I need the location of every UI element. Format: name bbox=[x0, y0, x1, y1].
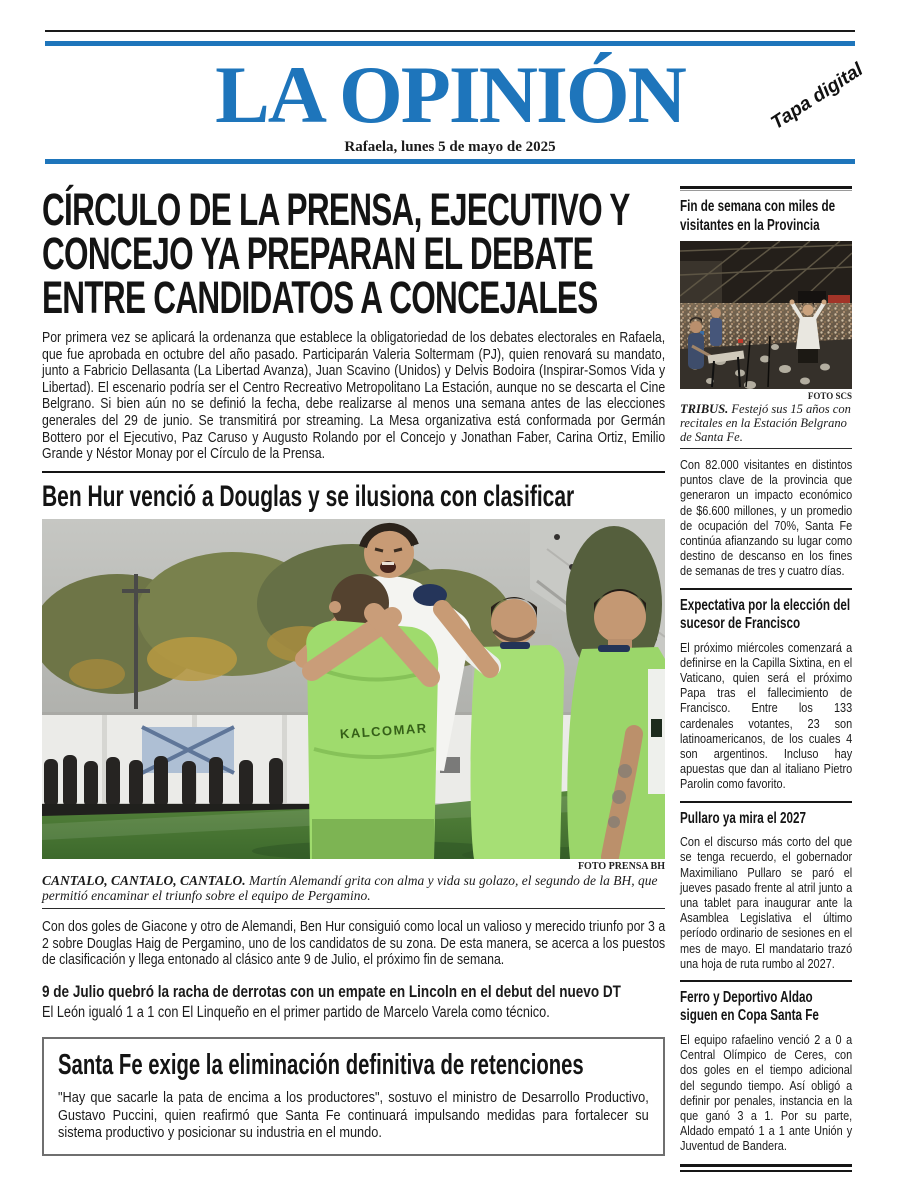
secondary-headline-text: El León igualó 1 a 1 con El Linqueño en el primer partido de Marcelo Varela como técnico. bbox=[42, 1004, 550, 1022]
sports-headline: Ben Hur venció a Douglas y se ilusiona con clasificar bbox=[42, 479, 575, 513]
sports-photo bbox=[42, 519, 665, 859]
sidebar-top-rule bbox=[680, 186, 852, 191]
sidebar-headline-pullaro: Pullaro ya mira el 2027 bbox=[680, 809, 806, 827]
sports-photo-credit: FOTO PRENSA BH bbox=[577, 860, 665, 872]
top-blue-rule bbox=[45, 41, 855, 46]
dateline: Rafaela, lunes 5 de mayo de 2025 bbox=[344, 139, 556, 155]
sidebar-headline-visitantes: Fin de semana con miles de visitantes en la Provincia bbox=[680, 198, 836, 234]
sports-body: Con dos goles de Giacone y otro de Alemandi, Ben Hur consiguió como local un valioso y merecido triunfo por 3 a 2 sobre Douglas Haig de Pergamino, uno de los candidatos de su zona. De esta manera, se acerca a los puestos de clasificación y llega entonado al clásico ante 9 de Julio, el próximo fin de semana. bbox=[42, 917, 666, 969]
main-column bbox=[42, 186, 665, 1172]
caption-lead-in: TRIBUS. bbox=[680, 402, 729, 416]
lead-headline: CÍRCULO DE LA PRENSA, EJECUTIVO Y CONCEJO YA PREPARAN EL DEBATE ENTRE CANDIDATOS A CONCEJALES bbox=[42, 184, 630, 323]
sidebar-headline-conclave: Expectativa por la elección del sucesor de Francisco bbox=[680, 596, 851, 633]
concert-photo-caption bbox=[680, 402, 852, 449]
content-area bbox=[42, 186, 852, 1172]
box-headline: Santa Fe exige la eliminación definitiva de retenciones bbox=[58, 1049, 584, 1082]
sidebar-body-pullaro: Con el discurso más corto del que se tenga recuerdo, el gobernador Maximiliano Pullaro se paró el jueves pasado frente al atril junto a una tablet para inaugurar ante la Asamblea Legislativa el último período ordinario de sesiones en el mes de mayo. El mandatario trazó una hoja de ruta rumbo al 2027. bbox=[680, 834, 853, 971]
lead-body: Por primera vez se aplicará la ordenanza que establece la obligatoriedad de los debates electorales en Rafaela, que fue aprobada en octubre del año pasado. Participarán Valeria Soltermam (PJ), quien renovará su mandato, junto a Fabricio Dellasanta (La Libertad Avanza), Juan Scavino (Unidos) y Delvis Bodoira (Inspirar-Somos Vida y Libertad). El escenario podría ser el Centro Recreativo Metropolitano La Estación, aunque no se descarta el Cine Belgrano. Si bien aún no se definió la fecha, debe realizarse al menos una semana antes de las elecciones generales del 29 de junio. Se transmitirá por streaming. La Mesa organizativa está conformada por Germán Bottero por el Ejecutivo, Paz Caruso y Augusto Rolando por el Concejo y Jonathan Faber, Carina Ortiz, Emilio Grande y Néstor Monay por el Círculo de la Prensa. bbox=[42, 329, 666, 463]
sports-photo-caption bbox=[42, 873, 665, 909]
concert-photo-credit: FOTO SCS bbox=[807, 391, 852, 401]
top-black-rule bbox=[45, 30, 855, 32]
section-divider bbox=[42, 471, 665, 473]
header-blue-rule bbox=[45, 159, 855, 164]
sidebar-body-visitantes: Con 82.000 visitantes en distintos puntos clave de la provincia que generaron un impacto económico de $6.600 millones, y un promedio de ocupación del 70%, Santa Fe continúa afianzando su lugar como destino de descanso en los fines de semanas de tres y cuatro días. bbox=[680, 457, 853, 579]
tapa-digital-badge: Tapa digital bbox=[767, 59, 867, 134]
sidebar-body-copa: El equipo rafaelino venció 2 a 0 a Central Olímpico de Ceres, con dos goles en el tiempo adicional del segundo tiempo. Así obligó a definir por penales, instancia en la que ganó 3 a 1. Por su parte, Aldado empató 1 a 1 ante Unión y Juventud de Bandera. bbox=[680, 1031, 853, 1154]
sidebar-column bbox=[680, 186, 852, 1172]
sidebar-body-conclave: El próximo miércoles comenzará a definirse en la Capilla Sixtina, en el Vaticano, quien será el próximo Papa tras el fallecimiento de Francisco. Entre los 133 cardenales votantes, 23 son latinoamericanos, de los cuales 4 son argentinos. Incluso hay apuestas que dan al italiano Pietro Parolin como favorito. bbox=[680, 639, 853, 792]
masthead-title: LA OPINIÓN bbox=[215, 49, 685, 140]
concert-photo bbox=[680, 241, 852, 389]
jersey-sponsor-text: KALCOMAR bbox=[339, 720, 429, 742]
boxed-story bbox=[42, 1037, 665, 1156]
box-body: "Hay que sacarle la pata de encima a los productores", sostuvo el ministro de Desarrollo Productivo, Gustavo Puccini, quien reafirmó que Santa Fe continuará impulsando medidas para fortalecer su sistema productivo y posicionar su industria en el mundo. bbox=[58, 1089, 649, 1142]
sidebar-bottom-rule bbox=[680, 1164, 852, 1172]
sidebar-divider bbox=[680, 801, 852, 803]
secondary-headline-bold: 9 de Julio quebró la racha de derrotas con un empate en Lincoln en el debut del nuevo DT bbox=[42, 983, 621, 1002]
sidebar-divider bbox=[680, 588, 852, 590]
sidebar-divider bbox=[680, 980, 852, 982]
caption-lead-in: CANTALO, CANTALO, CANTALO. bbox=[42, 872, 246, 888]
sidebar-headline-copa: Ferro y Deportivo Aldao siguen en Copa Santa Fe bbox=[680, 988, 819, 1025]
caption-text: Martín Alemandí grita con alma y vida su golazo, el segundo de la BH, que permitió encaminar el triunfo sobre el equipo de Pergamino. bbox=[42, 872, 658, 903]
caption-text: Festejó sus 15 años con recitales en la Estación Belgrano de Santa Fe. bbox=[680, 402, 851, 444]
